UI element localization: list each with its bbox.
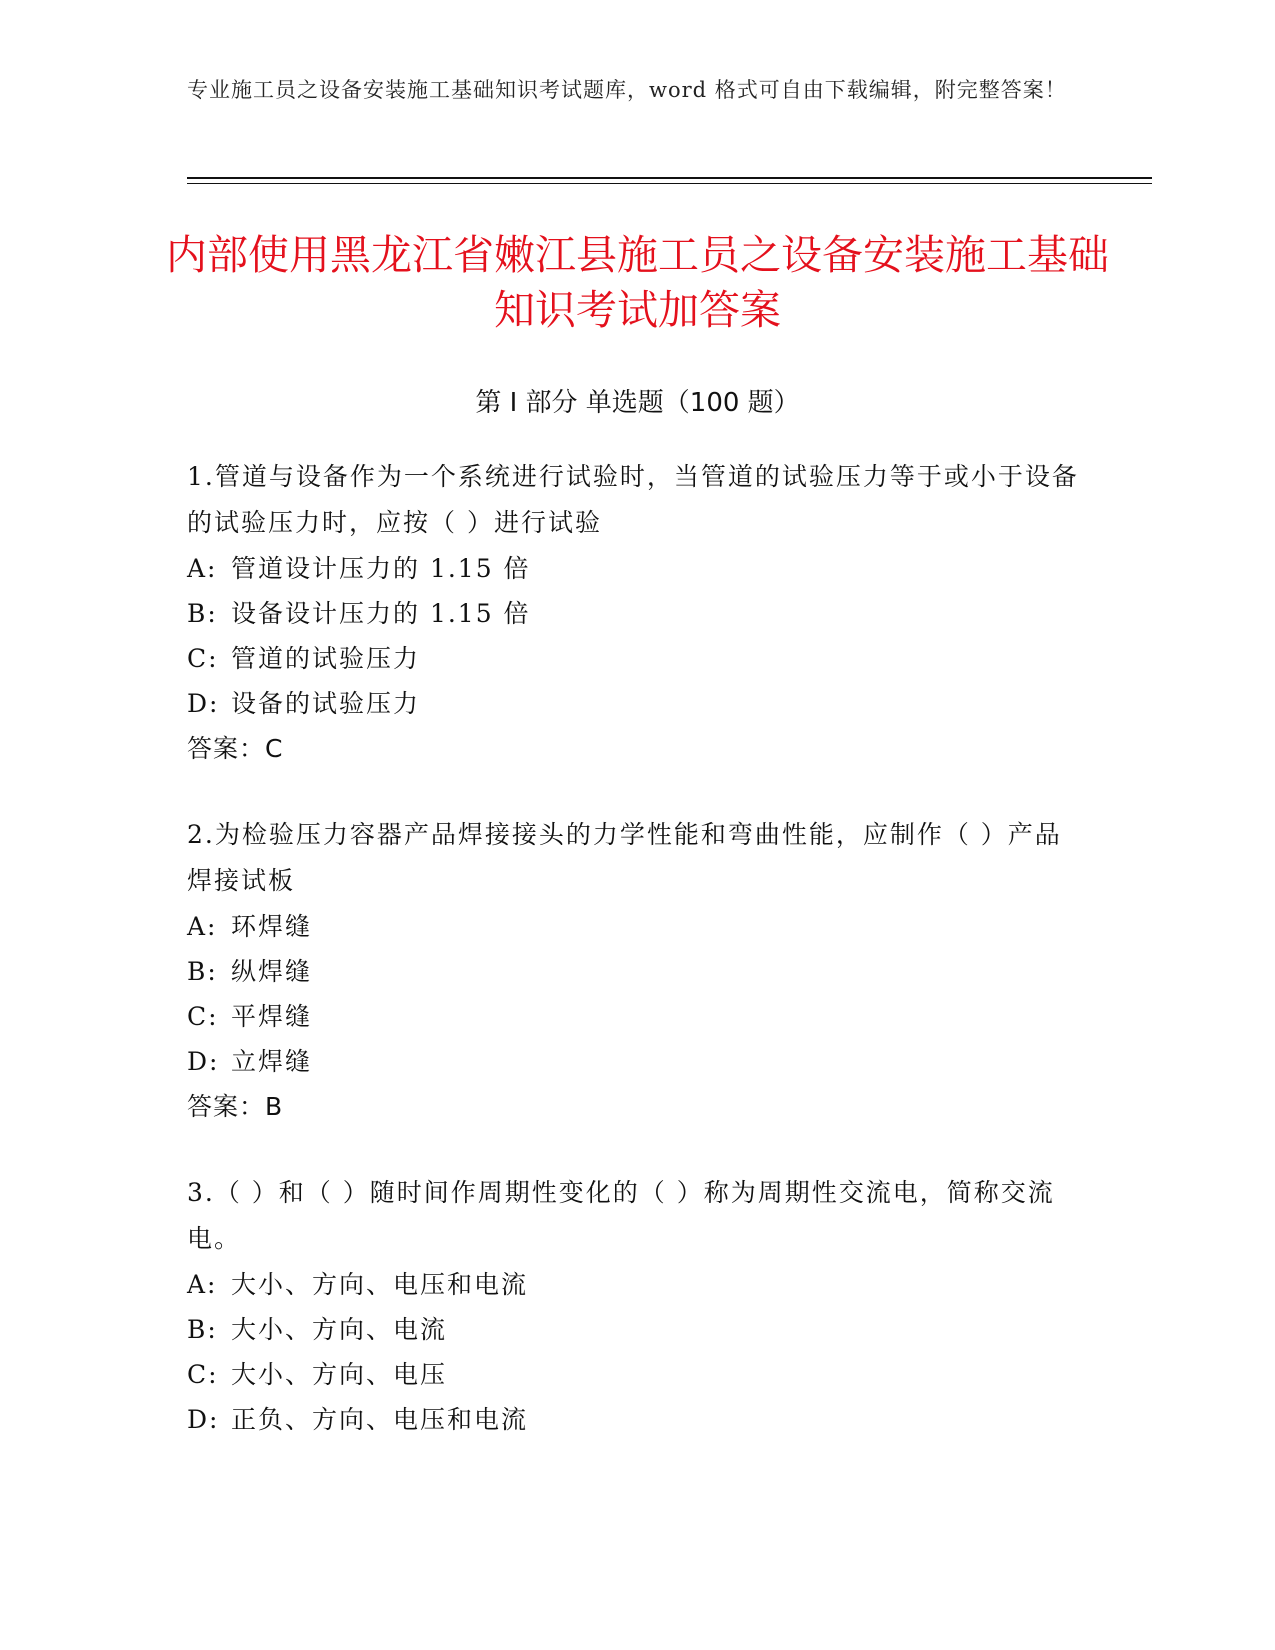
option-text: 设备的试验压力 [231, 689, 421, 718]
option-text: 大小、方向、电压 [231, 1360, 448, 1389]
option-text: 大小、方向、电压和电流 [231, 1270, 529, 1299]
option-text: 管道设计压力的 1.15 倍 [231, 554, 531, 583]
option-letter: A: [187, 912, 218, 941]
option-text: 管道的试验压力 [231, 644, 421, 673]
option-text: 平焊缝 [231, 1002, 313, 1031]
question-stem: 1.管道与设备作为一个系统进行试验时，当管道的试验压力等于或小于设备的试验压力时，应按（ ）进行试验 [187, 462, 1079, 537]
option-text: 纵焊缝 [231, 957, 313, 986]
option-c [187, 636, 1087, 681]
question-stem: 2.为检验压力容器产品焊接接头的力学性能和弯曲性能，应制作（ ）产品焊接试板 [187, 820, 1062, 895]
option-letter: B: [187, 957, 218, 986]
option-a [187, 904, 1087, 949]
header-note: 专业施工员之设备安装施工基础知识考试题库，word 格式可自由下载编辑，附完整答案！ [187, 78, 1067, 102]
option-letter: B: [187, 1315, 218, 1344]
question-2 [187, 812, 1087, 1130]
option-text: 设备设计压力的 1.15 倍 [231, 599, 531, 628]
answer-line: 答案：B [187, 1092, 284, 1121]
option-text: 环焊缝 [231, 912, 313, 941]
question-stem: 3.（ ）和（ ）随时间作周期性变化的（ ）称为周期性交流电，简称交流电。 [187, 1178, 1055, 1253]
header-rule-thick [187, 177, 1152, 179]
option-letter: B: [187, 599, 218, 628]
option-a [187, 546, 1087, 591]
option-letter: A: [187, 554, 218, 583]
option-d [187, 1397, 1087, 1442]
option-c [187, 994, 1087, 1039]
option-letter: D: [187, 1405, 220, 1434]
option-d [187, 1039, 1087, 1084]
question-1 [187, 454, 1087, 772]
option-b [187, 1307, 1087, 1352]
question-3 [187, 1170, 1087, 1442]
answer-line: 答案：C [187, 734, 284, 763]
option-letter: C: [187, 1002, 219, 1031]
option-b [187, 949, 1087, 994]
header-rule-thin [187, 183, 1152, 184]
option-text: 大小、方向、电流 [231, 1315, 448, 1344]
option-d [187, 681, 1087, 726]
option-text: 立焊缝 [231, 1047, 313, 1076]
option-letter: D: [187, 689, 220, 718]
option-letter: D: [187, 1047, 220, 1076]
option-c [187, 1352, 1087, 1397]
section-heading: 第 I 部分 单选题（100 题） [475, 388, 800, 418]
document-title: 内部使用黑龙江省嫩江县施工员之设备安装施工基础知识考试加答案 [166, 231, 1109, 334]
option-b [187, 591, 1087, 636]
option-text: 正负、方向、电压和电流 [231, 1405, 529, 1434]
option-letter: A: [187, 1270, 218, 1299]
option-letter: C: [187, 1360, 219, 1389]
option-letter: C: [187, 644, 219, 673]
option-a [187, 1262, 1087, 1307]
